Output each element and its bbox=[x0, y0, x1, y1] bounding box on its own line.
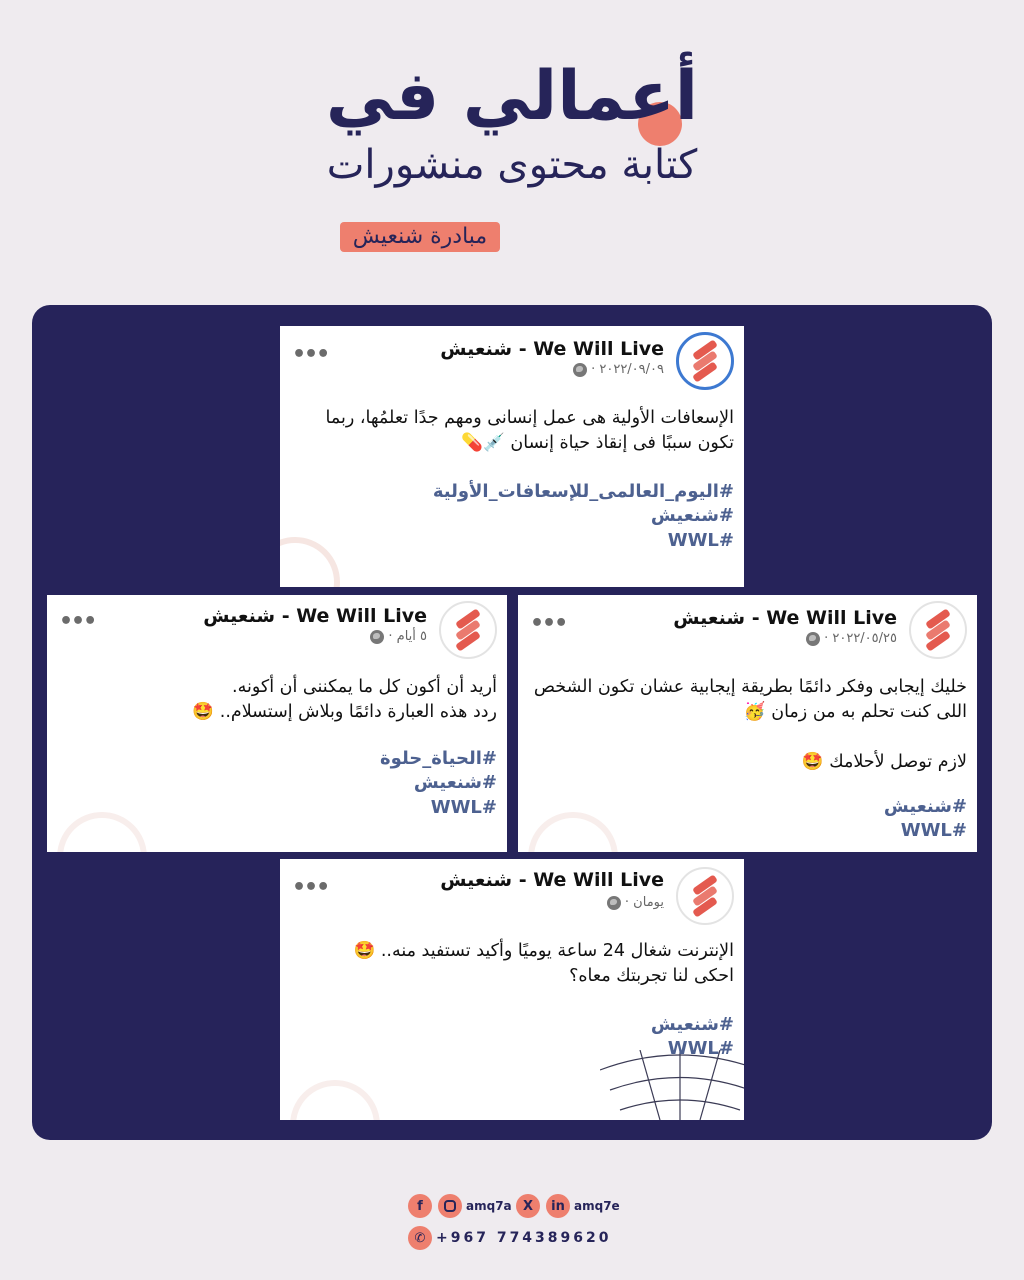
post-card bbox=[47, 595, 507, 852]
card-decoration bbox=[290, 1080, 380, 1120]
brand-logo-icon bbox=[688, 877, 722, 915]
instagram-icon[interactable] bbox=[438, 1194, 462, 1218]
hashtag-link[interactable]: #شنعيش bbox=[650, 1014, 734, 1035]
post-hashtags bbox=[433, 480, 734, 553]
post-hashtags bbox=[884, 795, 967, 844]
post-date[interactable]: ٢٠٢٢/٠٥/٢٥ · bbox=[824, 631, 897, 646]
card-decoration bbox=[57, 812, 147, 852]
post-hashtags bbox=[380, 747, 497, 820]
more-options-button[interactable]: ••• bbox=[292, 342, 329, 367]
post-date[interactable]: ٥ أيام · bbox=[388, 629, 427, 644]
linkedin-icon[interactable]: in bbox=[546, 1194, 570, 1218]
post-text-line: اللى كنت تحلم به من زمان 🥳 bbox=[743, 702, 967, 723]
post-meta bbox=[607, 895, 664, 910]
post-author[interactable]: We Will Live - شنعيش bbox=[673, 607, 897, 629]
hashtag-link[interactable]: #شنعيش bbox=[413, 772, 497, 794]
post-author[interactable]: We Will Live - شنعيش bbox=[440, 869, 664, 891]
more-options-button[interactable]: ••• bbox=[59, 609, 96, 634]
globe-icon bbox=[573, 363, 587, 377]
hashtag-link[interactable]: #شنعيش bbox=[883, 796, 967, 817]
social-handle[interactable]: amq7a bbox=[466, 1199, 512, 1213]
post-meta bbox=[573, 362, 664, 377]
page-subtitle: كتابة محتوى منشورات bbox=[326, 141, 698, 188]
post-text-line: ردد هذه العبارة دائمًا وبلاش إستسلام.. 🤩 bbox=[192, 702, 497, 723]
post-card bbox=[280, 326, 744, 587]
avatar[interactable] bbox=[909, 601, 967, 659]
whatsapp-icon[interactable]: ✆ bbox=[408, 1226, 432, 1250]
card-decoration bbox=[528, 812, 618, 852]
post-body bbox=[534, 675, 967, 775]
avatar[interactable] bbox=[676, 867, 734, 925]
post-card bbox=[518, 595, 977, 852]
header bbox=[0, 57, 1024, 189]
phone-number[interactable]: +967 774389620 bbox=[436, 1230, 612, 1246]
page-title bbox=[325, 57, 699, 136]
contact-footer bbox=[408, 1192, 628, 1252]
facebook-icon[interactable]: f bbox=[408, 1194, 432, 1218]
post-text-line: لازم توصل لأحلامك 🤩 bbox=[801, 751, 967, 772]
post-body bbox=[326, 406, 734, 457]
avatar[interactable] bbox=[676, 332, 734, 390]
post-text-line: أريد أن أكون كل ما يمكننى أن أكونه. bbox=[232, 677, 497, 697]
post-body bbox=[192, 675, 497, 726]
posts-panel bbox=[32, 305, 992, 1140]
hashtag-link[interactable]: #WWL bbox=[430, 796, 497, 818]
post-author[interactable]: We Will Live - شنعيش bbox=[203, 605, 427, 627]
social-handle[interactable]: amq7e bbox=[574, 1199, 620, 1213]
post-text-line: احكى لنا تجربتك معاه؟ bbox=[569, 966, 734, 987]
more-options-button[interactable]: ••• bbox=[530, 611, 567, 636]
post-date[interactable]: ٢٠٢٢/٠٩/٠٩ · bbox=[591, 362, 664, 377]
brand-logo-icon bbox=[688, 342, 722, 380]
page-title-text: أعمالي في bbox=[325, 57, 699, 136]
hashtag-link[interactable]: #اليوم_العالمى_للإسعافات_الأولية bbox=[432, 481, 734, 502]
post-hashtags bbox=[651, 1013, 734, 1062]
post-text-line: تكون سببًا فى إنقاذ حياة إنسان 💉💊 bbox=[461, 433, 734, 454]
post-body bbox=[353, 939, 734, 990]
post-text-line: الإنترنت شغال 24 ساعة يوميًا وأكيد تستفيد منه.. 🤩 bbox=[353, 941, 734, 961]
more-options-button[interactable]: ••• bbox=[292, 875, 329, 900]
post-card bbox=[280, 859, 744, 1120]
globe-icon bbox=[806, 632, 820, 646]
post-text-line: خليك إيجابى وفكر دائمًا بطريقة إيجابية عشان تكون الشخص bbox=[533, 677, 967, 697]
brand-logo-icon bbox=[921, 611, 955, 649]
brand-logo-icon bbox=[451, 611, 485, 649]
post-text-line: الإسعافات الأولية هى عمل إنسانى ومهم جدًا تعلمُها، ربما bbox=[325, 408, 734, 428]
post-meta bbox=[806, 631, 897, 646]
hashtag-link[interactable]: #شنعيش bbox=[650, 505, 734, 527]
post-date[interactable]: يومان · bbox=[624, 895, 664, 910]
hashtag-link[interactable]: #WWL bbox=[667, 529, 734, 551]
hashtag-link[interactable]: #الحياة_حلوة bbox=[380, 748, 497, 769]
post-meta bbox=[370, 629, 427, 644]
post-author[interactable]: We Will Live - شنعيش bbox=[440, 338, 664, 360]
globe-icon bbox=[370, 630, 384, 644]
initiative-tag bbox=[340, 222, 500, 252]
card-decoration bbox=[280, 537, 340, 587]
initiative-tag-label: مبادرة شنعيش bbox=[340, 222, 500, 252]
x-icon[interactable]: X bbox=[516, 1194, 540, 1218]
hashtag-link[interactable]: #WWL bbox=[667, 1038, 734, 1060]
hashtag-link[interactable]: #WWL bbox=[900, 820, 967, 842]
globe-icon bbox=[607, 896, 621, 910]
avatar[interactable] bbox=[439, 601, 497, 659]
